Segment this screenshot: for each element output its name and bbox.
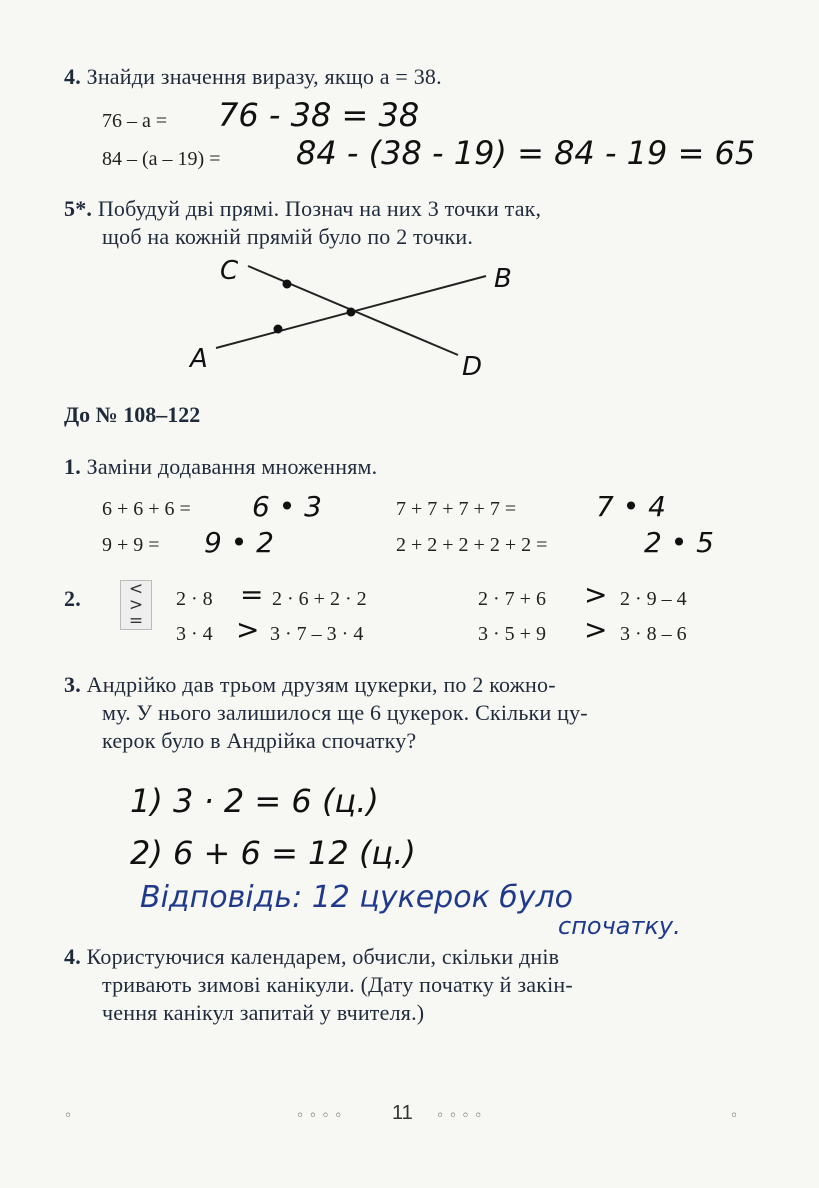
footer-ornament-mid-right: ◦ ◦ ◦ ◦ [436, 1108, 483, 1124]
label-c: C [220, 256, 239, 286]
task4b-number: 4. [64, 944, 81, 969]
label-a: A [190, 344, 208, 374]
task3-answer-line2: спочатку. [558, 912, 681, 940]
task1-expr-1: 6 + 6 + 6 = [102, 498, 191, 520]
task3-answer-line1: Відповідь: 12 цукерок було [140, 880, 574, 915]
label-d: D [462, 352, 483, 382]
legend-greater: > [128, 595, 144, 615]
task2-row1-sign: = [240, 578, 264, 611]
lines-drawing [0, 0, 819, 400]
task1-answer-3: 9 • 2 [204, 526, 274, 559]
legend-less: < [128, 579, 144, 599]
task1-number: 1. [64, 454, 81, 479]
task3-question: Андрійко дав трьом друзям цукерки, по 2 кожно- [86, 672, 556, 697]
task1-question: Заміни додавання множенням. [86, 454, 378, 479]
task4b-question: Користуючися календарем, обчисли, скільки днів [86, 944, 560, 969]
task4a-question: Знайди значення виразу, якщо а = 38. [86, 64, 442, 89]
task2-row1-right: 2 · 6 + 2 · 2 [272, 588, 367, 610]
task4b-line3: чення канікул запитай у вчителя.) [102, 1000, 425, 1025]
task3-line3: керок було в Андрійка спочатку? [102, 728, 417, 753]
label-b: B [494, 264, 512, 294]
task4a-expr2: 84 – (a – 19) = [102, 148, 221, 170]
task4b-line2: тривають зимові канікули. (Дату початку й закін- [102, 972, 573, 997]
task4a-answer1: 76 - 38 = 38 [218, 96, 420, 134]
task4b-line1 [64, 944, 559, 970]
page-number: 11 [392, 1102, 413, 1124]
task4a-expr1: 76 – a = [102, 110, 168, 132]
task1-expr-3: 9 + 9 = [102, 534, 160, 556]
task3-solution-1: 1) 3 · 2 = 6 (ц.) [130, 782, 379, 820]
task1-answer-2: 7 • 4 [596, 490, 666, 523]
task3-line1 [64, 672, 556, 698]
task2-row3-right: 3 · 7 – 3 · 4 [270, 623, 364, 645]
task1-answer-4: 2 • 5 [644, 526, 714, 559]
task2-row3-sign: > [236, 613, 260, 646]
task1-expr-4: 2 + 2 + 2 + 2 + 2 = [396, 534, 548, 556]
task2-row2-sign: > [584, 578, 608, 611]
footer-ornament-mid-left: ◦ ◦ ◦ ◦ [296, 1108, 343, 1124]
task4a-number: 4. [64, 64, 81, 89]
section-heading: До № 108–122 [64, 402, 201, 427]
task4a-answer2: 84 - (38 - 19) = 84 - 19 = 65 [296, 134, 756, 172]
task2-row4-sign: > [584, 613, 608, 646]
legend-equal: = [128, 611, 144, 631]
footer-ornament-right: ◦ [730, 1108, 739, 1124]
task2-row4-left: 3 · 5 + 9 [478, 623, 546, 645]
task2-row1-left: 2 · 8 [176, 588, 213, 610]
point-on-cd [283, 280, 292, 289]
point-on-ab [274, 325, 283, 334]
comparison-legend [120, 580, 152, 630]
task5-number: 5*. [64, 196, 93, 221]
footer-ornament-left: ◦ [64, 1108, 73, 1124]
task5-line2: щоб на кожній прямій було по 2 точки. [102, 224, 474, 249]
task2-row4-right: 3 · 8 – 6 [620, 623, 687, 645]
task3-number: 3. [64, 672, 81, 697]
task2-row2-left: 2 · 7 + 6 [478, 588, 546, 610]
task2-row3-left: 3 · 4 [176, 623, 213, 645]
task1-answer-1: 6 • 3 [252, 490, 322, 523]
task3-line2: му. У нього залишилося ще 6 цукерок. Скільки цу- [102, 700, 588, 725]
task5-question: Побудуй дві прямі. Познач на них 3 точки так, [97, 196, 542, 221]
task2-row2-right: 2 · 9 – 4 [620, 588, 687, 610]
task1-expr-2: 7 + 7 + 7 + 7 = [396, 498, 517, 520]
task2-number: 2. [64, 586, 81, 611]
task3-solution-2: 2) 6 + 6 = 12 (ц.) [130, 834, 416, 872]
task1-text [64, 454, 377, 480]
point-intersection [347, 308, 356, 317]
